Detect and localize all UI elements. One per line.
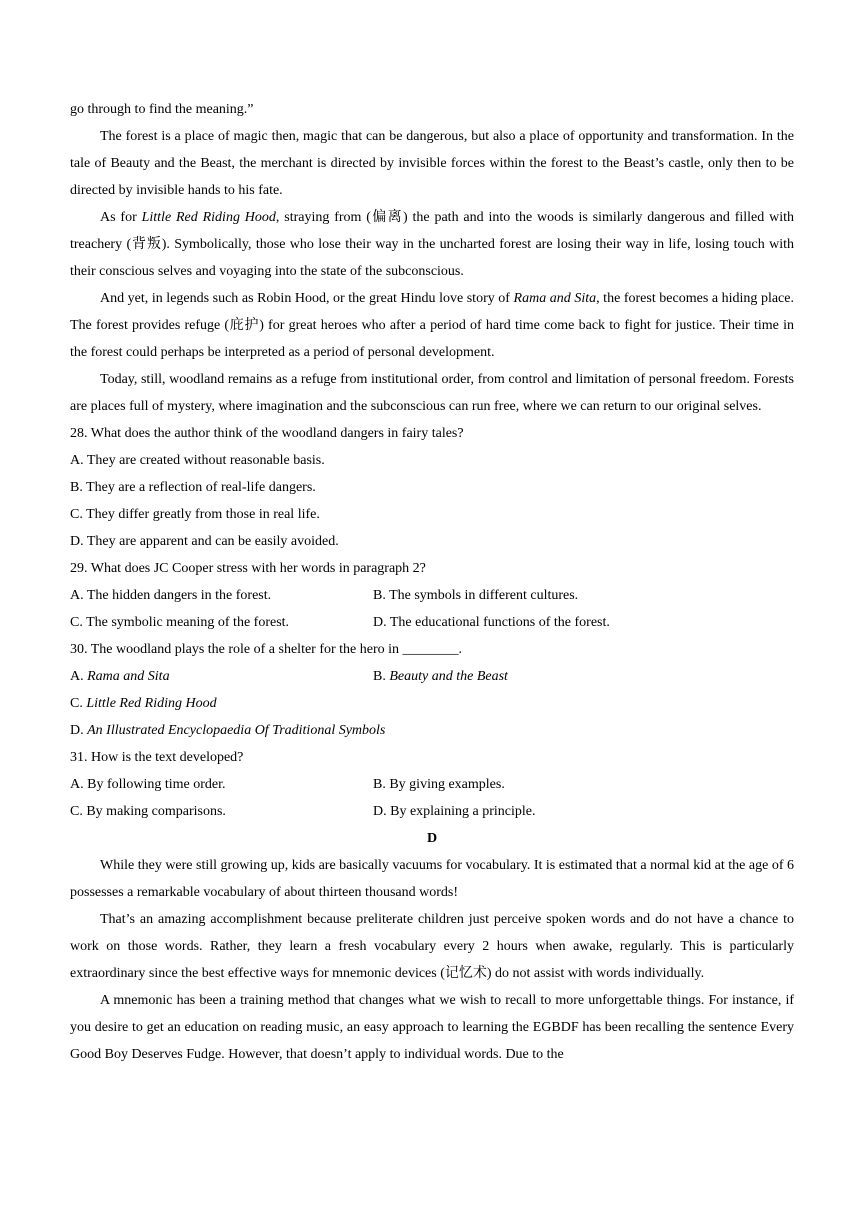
option-title: Little Red Riding Hood [86, 696, 217, 711]
option-title: Rama and Sita [87, 669, 170, 684]
question-30-option-d [70, 717, 794, 744]
question-30-options-row-1 [70, 663, 794, 690]
story-title: Rama and Sita [513, 291, 597, 306]
passage-d-paragraph-2: That’s an amazing accomplishment because preliterate children just perceive spoken words and do not have a chance to work on those words. Rather, they learn a fresh vocabulary every 2 hours when awake, regularly. This is particularly extraordinary since the best effective ways for mnemonic devices (记忆术) do not assist with words individually. [70, 912, 794, 981]
passage-d-heading: D [426, 831, 438, 846]
paragraph-text: As for [100, 210, 142, 225]
option-title: Beauty and the Beast [389, 669, 508, 684]
question-30-option-b [373, 663, 794, 690]
question-31-stem: 31. How is the text developed? [70, 750, 244, 765]
option-letter: D. [70, 723, 88, 738]
passage-c-paragraph-4: Today, still, woodland remains as a refuge from institutional order, from control and limitation of personal freedom. Forests are places full of mystery, where imagination and the subconscious can run free, where we can return to our original selves. [70, 372, 794, 414]
question-29-option-d: D. The educational functions of the forest. [373, 615, 610, 630]
question-29-options-row-1 [70, 582, 794, 609]
question-29-option-a: A. The hidden dangers in the forest. [70, 588, 272, 603]
question-28-option-a: A. They are created without reasonable basis. [70, 453, 325, 468]
document-page [70, 96, 794, 1068]
passage-c-paragraph-0: go through to find the meaning.” [70, 102, 254, 117]
question-30-stem: 30. The woodland plays the role of a shelter for the hero in ________. [70, 642, 463, 657]
passage-c-paragraph-3 [70, 285, 794, 366]
question-29-options-row-2 [70, 609, 794, 636]
passage-d-paragraph-1: While they were still growing up, kids are basically vacuums for vocabulary. It is estimated that a normal kid at the age of 6 possesses a remarkable vocabulary of about thirteen thousand words! [70, 858, 794, 900]
question-31-option-c: C. By making comparisons. [70, 804, 226, 819]
question-31-options-row-2 [70, 798, 794, 825]
passage-c-paragraph-2 [70, 204, 794, 285]
question-28-option-c: C. They differ greatly from those in real life. [70, 507, 320, 522]
question-31-option-d: D. By explaining a principle. [373, 804, 536, 819]
option-letter: A. [70, 669, 88, 684]
passage-c-paragraph-1: The forest is a place of magic then, magic that can be dangerous, but also a place of opportunity and transformation. In the tale of Beauty and the Beast, the merchant is directed by invisible forces within the forest to the Beast’s castle, only then to be directed by invisible hands to his fate. [70, 129, 794, 198]
option-letter: C. [70, 696, 87, 711]
paragraph-text: , the forest becomes a hiding place. The forest provides refuge (庇护) for great heroes who after a period of hard time come back to fight for justice. Their time in the forest could perhaps be interpreted as a period of personal development. [70, 291, 794, 360]
paragraph-text: , straying from (偏离) the path and into the woods is similarly dangerous and filled with treachery (背叛). Symbolically, those who lose their way in the uncharted forest are losing their way in life, losing touch with their conscious selves and voyaging into the state of the subconscious. [70, 210, 795, 279]
passage-d-paragraph-3: A mnemonic has been a training method that changes what we wish to recall to more unforgettable things. For instance, if you desire to get an education on reading music, an easy approach to learning the EGBDF has been recalling the sentence Every Good Boy Deserves Fudge. However, that doesn’t apply to individual words. Due to the [70, 993, 794, 1062]
question-29-option-b: B. The symbols in different cultures. [373, 588, 579, 603]
question-28-option-d: D. They are apparent and can be easily avoided. [70, 534, 339, 549]
question-31-option-a: A. By following time order. [70, 777, 226, 792]
question-31-options-row-1 [70, 771, 794, 798]
question-29-stem: 29. What does JC Cooper stress with her words in paragraph 2? [70, 561, 426, 576]
question-29-option-c: C. The symbolic meaning of the forest. [70, 615, 290, 630]
story-title: Little Red Riding Hood [141, 210, 276, 225]
question-31-option-b: B. By giving examples. [373, 777, 505, 792]
paragraph-text: And yet, in legends such as Robin Hood, or the great Hindu love story of [100, 291, 514, 306]
option-title: An Illustrated Encyclopaedia Of Traditional Symbols [87, 723, 386, 738]
option-letter: B. [373, 669, 390, 684]
question-30-option-a [70, 663, 373, 690]
question-30-option-c [70, 690, 794, 717]
question-28-option-b: B. They are a reflection of real-life dangers. [70, 480, 316, 495]
question-28-stem: 28. What does the author think of the woodland dangers in fairy tales? [70, 426, 464, 441]
